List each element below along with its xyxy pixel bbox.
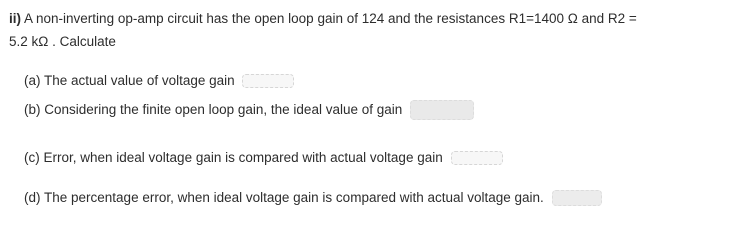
part-a-text: (a) The actual value of voltage gain — [24, 73, 235, 88]
answer-input-c[interactable] — [451, 151, 503, 165]
part-a — [24, 71, 294, 91]
answer-input-a[interactable] — [242, 74, 294, 88]
question-line-1: A non-inverting op-amp circuit has the open loop gain of 124 and the resistances R1=1400 Ω and R2 = — [24, 11, 637, 26]
answer-input-d[interactable] — [552, 190, 602, 206]
part-d-text: (d) The percentage error, when ideal voltage gain is compared with actual voltage gain. — [24, 190, 544, 205]
part-c — [24, 148, 503, 168]
answer-input-b[interactable] — [410, 100, 474, 120]
part-c-text: (c) Error, when ideal voltage gain is compared with actual voltage gain — [24, 150, 443, 165]
part-d — [24, 188, 602, 208]
part-b-text: (b) Considering the finite open loop gain, the ideal value of gain — [24, 102, 403, 117]
question-line-2: 5.2 kΩ . Calculate — [9, 34, 116, 49]
part-b — [24, 100, 474, 120]
question-text — [9, 9, 729, 29]
question-number: ii) — [9, 11, 21, 26]
